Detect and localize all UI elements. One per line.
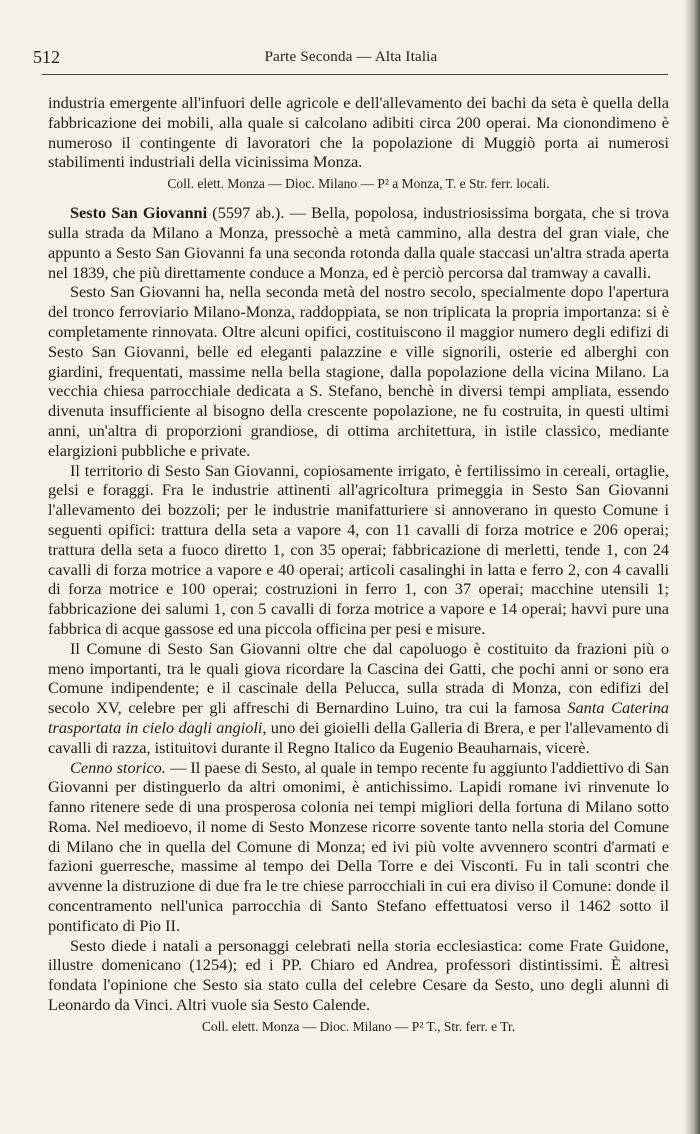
page-header (33, 47, 669, 73)
page-body (48, 93, 669, 1035)
paragraph-muggio-continued: industria emergente all'infuori delle agricole e dell'allevamento dei bachi da seta è quella della fabbricazione dei mobili, alla quale si calcolano adibiti circa 200 operai. Ma cionondimeno è numeroso il contingente di lavoratori che la popolazione di Muggiò porta ai numerosi stabilimenti industriali della vicinissima Monza. (48, 93, 669, 172)
entry-intro-text: (5597 ab.). — Bella, popolosa, industriosissima borgata, che si trova sulla strada da Milano a Monza, pressochè a metà cammino, alla destra del gran viale, che appunto a Sesto San Giovanni fa una seconda rotonda dalla quale staccasi un'altra strada aperta nel 1839, che più direttamente conduce a Monza, ed è perciò percorsa dal tramway a cavalli. (48, 203, 669, 282)
frazioni-text-a: Il Comune di Sesto San Giovanni oltre che dal capoluogo è costituito da frazioni più o meno importanti, tra le quali giova ricordare la Cascina dei Gatti, che pochi anni or sono era Comune indipendente; e il cascinale della Pelucca, sulla strada di Monza, con edifizi del secolo XV, celebre per gli affreschi di Bernardino Luino, tra cui la famosa (48, 638, 669, 718)
running-title: Parte Seconda — Alta Italia (264, 49, 438, 65)
history-heading: Cenno storico. (70, 757, 166, 777)
paragraph-notables: Sesto diede i natali a personaggi celebrati nella storia ecclesiastica: come Frate Guidone, illustre domenicano (1254); ed i PP. Chiaro ed Andrea, professori distintissimi. È altresì fondata l'opinione che Sesto sia stato culla del celebre Cesare da Sesto, uno degli alunni di Leonardo da Vinci. Altri vuole sia Sesto Calende. (48, 935, 669, 1015)
frazioni-text-b: , uno dei gioielli della Galleria di Brera, e per l'allevamento di cavalli di razza, istituitovi durante il Regno Italico da Eugenio Beauharnais, vicerè. (48, 717, 669, 757)
paragraph-frazioni (48, 639, 669, 758)
header-rule (42, 74, 668, 75)
paragraph-development: Sesto San Giovanni ha, nella seconda metà del nostro secolo, specialmente dopo l'apertura del tronco ferroviario Milano-Monza, raddoppiata, se non triplicata la propria importanza: si è completamente rinnovata. Oltre alcuni opifici, costituiscono il maggior numero degli edifizi di Sesto San Giovanni, belle ed eleganti palazzine e ville signorili, osterie ed alberghi con giardini, frequentati, massime nella bella stagione, dalla popolazione della vicina Milano. La vecchia chiesa parrocchiale dedicata a S. Stefano, benchè in diversi tempi ampliata, essendo divenuta insufficiente al bisogno della crescente popolazione, ne fu costruita, in questi ultimi anni, un'altra di proporzioni grandiose, di ottima architettura, in istile classico, mediante elargizioni pubbliche e private. (48, 282, 669, 460)
page-edge-shadow (684, 0, 700, 1134)
admin-note-muggio: Coll. elett. Monza — Dioc. Milano — P² a Monza, T. e Str. ferr. locali. (167, 176, 550, 192)
history-text: — Il paese di Sesto, al quale in tempo recente fu aggiunto l'addiettivo di San Giovanni per distinguerlo da altri omonimi, è antichissimo. Lapidi romane ivi rinvenute lo fanno ritenere sede di una prosperosa colonia nei tempi migliori della fortuna di Milano sotto Roma. Nel medioevo, il nome di Sesto Monzese ricorre sovente tanto nella storia del Comune di Milano che in quella del Comune di Monza; ed ivi più volte avvennero scontri d'armati e fazioni guerresche, massime al tempo dei Della Torre e dei Visconti. Fu in tali scontri che avvenne la distruzione di due fra le tre chiese parrocchiali in cui era diviso il Comune: donde il concentramento nell'unica parrocchia di Santo Stefano effettuatosi verso il 1462 sotto il pontificato di Pio II. (48, 757, 669, 935)
entry-title: Sesto San Giovanni (70, 203, 208, 223)
paragraph-territory: Il territorio di Sesto San Giovanni, copiosamente irrigato, è fertilissimo in cereali, ortaglie, gelsi e foraggi. Fra le industrie attinenti all'agricoltura primeggia in Sesto San Giovanni l'allevamento dei bozzoli; per le industrie manifatturiere si annoverano in questo Comune i seguenti opifici: trattura della seta a vapore 4, con 11 cavalli di forza motrice e 206 operai; trattura della seta a fuoco diretto 1, con 35 operai; fabbricazione di merletti, tende 1, con 24 cavalli di forza motrice a vapore e 40 operai; articoli casalinghi in latta e ferro 2, con 4 cavalli di forza motrice e 100 operai; costruzioni in ferro 1, con 37 operai; macchine utensili 1; fabbricazione dei salumi 1, con 5 cavalli di forza motrice a vapore e 14 operai; havvi pure una fabbrica di acque gassose ed una piccola officina per pesi e misure. (48, 460, 669, 638)
paragraph-history (48, 758, 669, 936)
artwork-title: Santa Caterina trasportata in cielo dagli angioli (48, 698, 669, 737)
page-number: 512 (33, 47, 60, 67)
admin-note-sesto: Coll. elett. Monza — Dioc. Milano — P² T., Str. ferr. e Tr. (201, 1018, 516, 1034)
paragraph-sesto-intro (48, 203, 669, 282)
